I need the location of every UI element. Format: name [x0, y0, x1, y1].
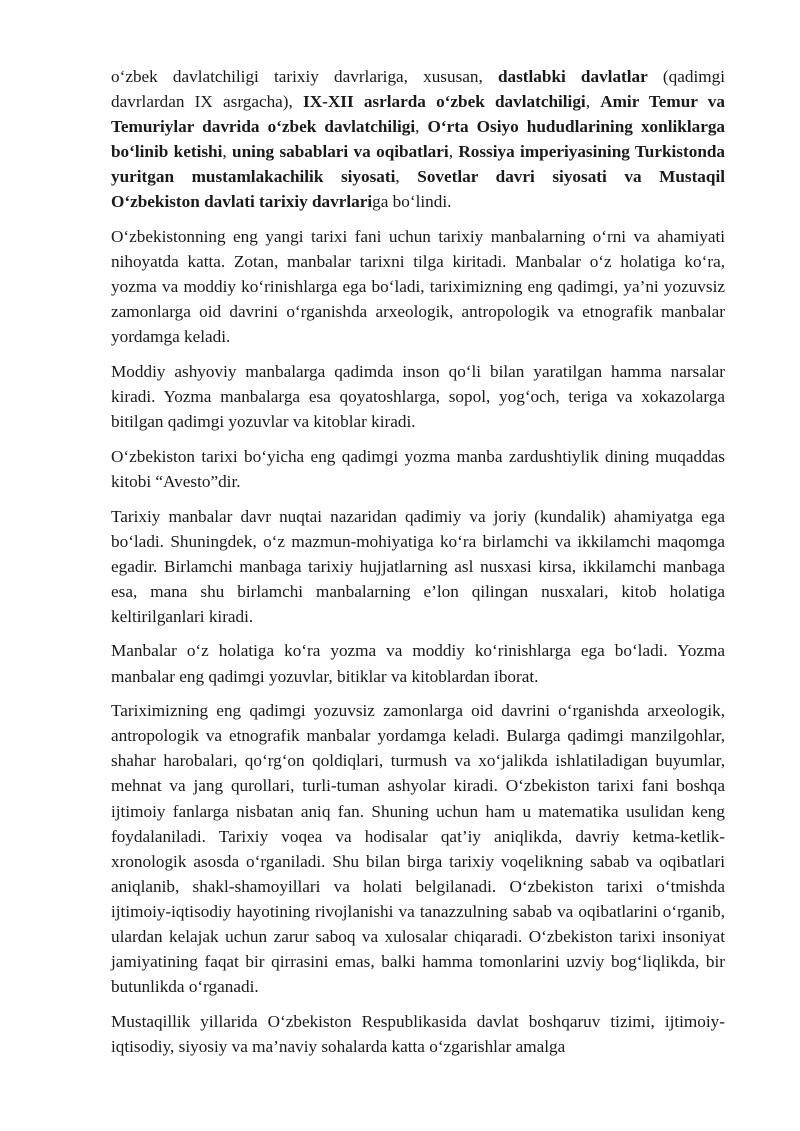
- paragraph-8: Mustaqillik yillarida O‘zbekiston Respublikasida davlat boshqaruv tizimi, ijtimoiy-iqtisodiy, siyosiy va ma’naviy sohalarda katta o‘zgarishlar amalga: [111, 1011, 725, 1056]
- paragraph-3: Moddiy ashyoviy manbalarga qadimda inson qo‘li bilan yaratilgan hamma narsalar kiradi. Yozma manbalarga esa qoyatoshlarga, sopol, yog‘och, teriga va xokazolarga bitilgan qadimgi yozuvlar va kitoblar kiradi.: [111, 362, 725, 432]
- bold-term: Sovetlar davri siyosati va Mustaqil O‘zbekiston davlati tarixiy davrlari: [111, 167, 726, 212]
- text-segment: ,: [415, 117, 428, 137]
- bold-term: Amir Temur va Temuriylar davrida o‘zbek davlatchiligi: [111, 92, 725, 137]
- paragraph-2: O‘zbekistonning eng yangi tarixi fani uchun tarixiy manbalarning o‘rni va ahamiyati nihoyatda katta. Zotan, manbalar tarixni tilga kiritadi. Manbalar o‘z holatiga ko‘ra, yozma va moddiy ko‘rinishlarga ega bo‘ladi, tariximizning eng qadimgi, ya’ni yozuvsiz zamonlarga oid davrini o‘rganishda arxeologik, antropologik va etnografik manbalar yordamga keladi.: [111, 227, 725, 347]
- text-segment: (qadimgi davrlardan IX asrgacha),: [111, 67, 725, 112]
- paragraph-1: [111, 64, 725, 215]
- text-segment: ,: [448, 142, 459, 162]
- document-page: [111, 64, 725, 1068]
- paragraph-5: Tarixiy manbalar davr nuqtai nazaridan qadimiy va joriy (kundalik) ahamiyatga ega bo‘ladi. Shuningdek, o‘z mazmun-mohiyatiga ko‘ra birlamchi va ikkilamchi maqomga egadir. Birlamchi manbaga tarixiy hujjatlarning asl nusxasi kirsa, ikkilamchi manbaga esa, mana shu birlamchi manbalarning e’lon qilingan nusxalari, kitob holatiga keltirilganlari kiradi.: [111, 506, 725, 626]
- paragraph-7: Tariximizning eng qadimgi yozuvsiz zamonlarga oid davrini o‘rganishda arxeologik, antropologik va etnografik manbalar yordamga keladi. Bularga qadimgi manzilgohlar, shahar harobalari, qo‘rg‘on qoldiqlari, turmush va xo‘jalikda ishlatiladigan buyumlar, mehnat va jang qurollari, turli-tuman ashyolar kiradi. O‘zbekiston tarixi fani boshqa ijtimoiy fanlarga nisbatan aniq fan. Shuning uchun ham u matematika usulidan keng foydalaniladi. Tarixiy voqea va hodisalar qat’iy aniqlikda, davriy ketma-ketlik-xronologik asosda o‘rganiladi. Shu bilan birga tarixiy voqelikning sabab va oqibatlari aniqlanib, shakl-shamoyillari va holati belgilanadi. O‘zbekiston tarixi o‘tmishda ijtimoiy-iqtisodiy hayotining rivojlanishi va tanazzulning sabab va oqibatlarini o‘rganib, ulardan kelajak uchun zarur saboq va xulosalar chiqaradi. O‘zbekiston tarixi insoniyat jamiyatining faqat bir qirrasini emas, balki hamma tomonlarini uzviy bog‘liqlikda, bir butunlikda o‘rganadi.: [111, 701, 725, 997]
- bold-term: uning sabablari va oqibatlari: [232, 142, 449, 162]
- paragraph-6: Manbalar o‘z holatiga ko‘ra yozma va moddiy ko‘rinishlarga ega bo‘ladi. Yozma manbalar eng qadimgi yozuvlar, bitiklar va kitoblardan iborat.: [111, 641, 725, 686]
- bold-term: O‘rta Osiyo hududlarining xonliklarga bo‘linib ketishi: [111, 117, 726, 162]
- text-segment: o‘zbek davlatchiligi tarixiy davrlariga, xususan,: [111, 67, 498, 86]
- paragraph-4: O‘zbekiston tarixi bo‘yicha eng qadimgi yozma manba zardushtiylik dining muqaddas kitobi “Avesto”dir.: [111, 446, 725, 491]
- bold-term: Rossiya imperiyasining Turkistonda yuritgan mustamlakachilik siyosati: [111, 142, 726, 187]
- text-segment: ga bo‘lindi.: [372, 192, 452, 212]
- text-segment: ,: [585, 92, 601, 112]
- bold-term: IX-XII asrlarda o‘zbek davlatchiligi: [303, 92, 586, 112]
- text-segment: ,: [222, 142, 233, 162]
- bold-term: dastlabki davlatlar: [497, 67, 648, 86]
- text-segment: ,: [395, 167, 418, 187]
